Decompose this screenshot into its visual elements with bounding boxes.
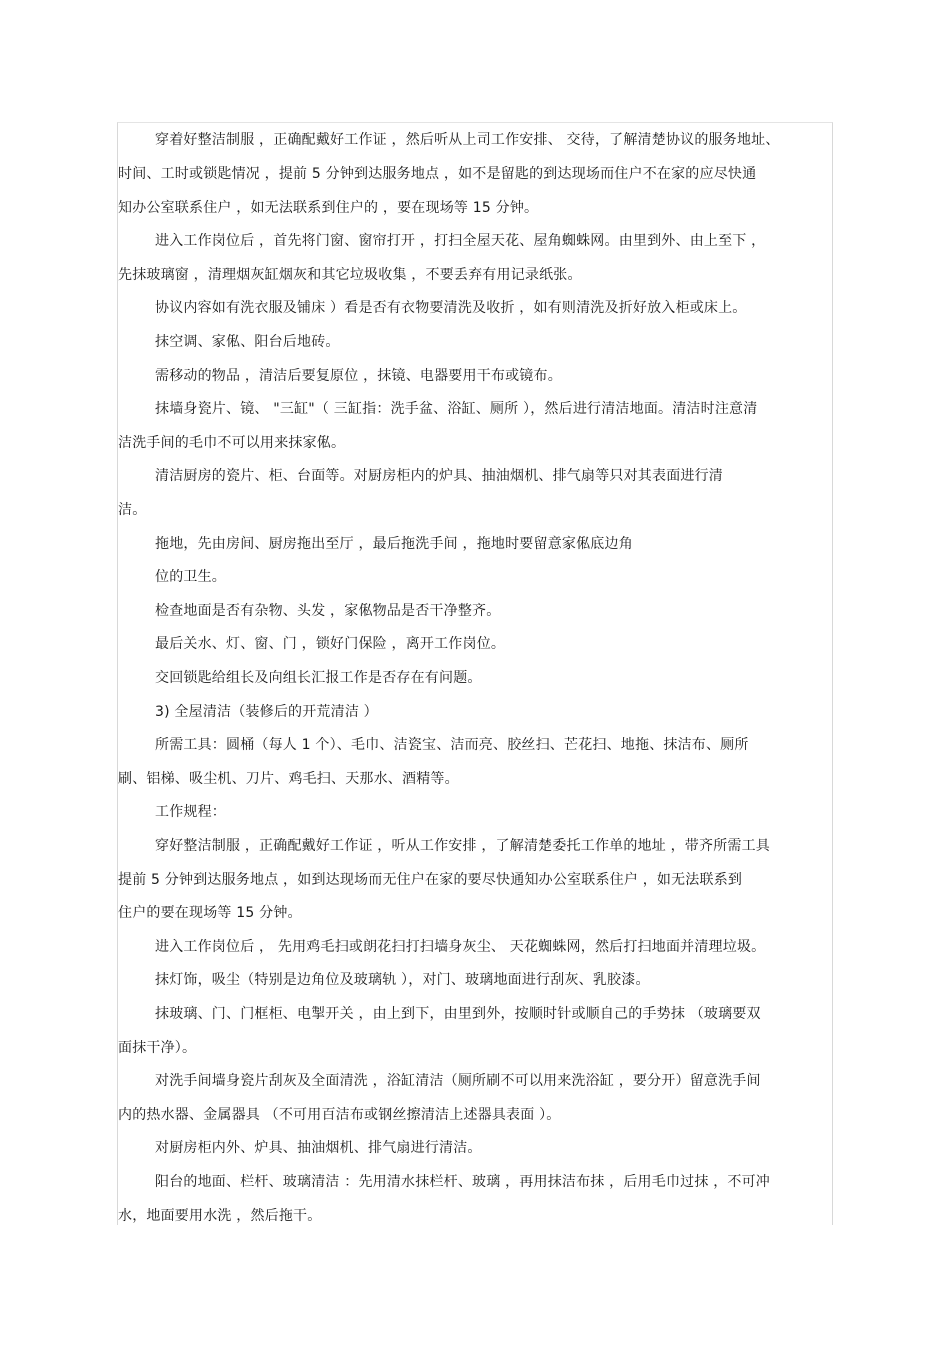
paragraph-line: 刷、铝梯、吸尘机、刀片、鸡毛扫、天那水、酒精等。 [118, 771, 459, 787]
paragraph-line: 协议内容如有洗衣服及铺床 ）看是否有衣物要清洗及收折 ，如有则清洗及折好放入柜或床上。 [155, 300, 747, 316]
paragraph-line: 对厨房柜内外、炉具、抽油烟机、排气扇进行清洁。 [155, 1140, 482, 1156]
paragraph-line: 对洗手间墙身瓷片刮灰及全面清洗 ，浴缸清洁（厕所刷不可以用来洗浴缸 ，要分开）留意洗手间 [155, 1073, 761, 1089]
paragraph-line: 提前 5 分钟到达服务地点 ，如到达现场而无住户在家的要尽快通知办公室联系住户 ，如无法联系到 [118, 872, 743, 888]
paragraph-line: 洁洗手间的毛巾不可以用来抹家俬。 [118, 435, 346, 451]
paragraph-line: 交回锁匙给组长及向组长汇报工作是否存在有问题。 [155, 670, 482, 686]
paragraph-line: 抹灯饰，吸尘（特别是边角位及玻璃轨 ），对门、玻璃地面进行刮灰、乳胶漆。 [155, 972, 650, 988]
paragraph-line: 位的卫生。 [155, 569, 226, 585]
paragraph-line: 内的热水器、金属器具 （不可用百洁布或钢丝擦清洁上述器具表面 ）。 [118, 1107, 561, 1123]
paragraph-line: 阳台的地面、栏杆、玻璃清洁 ：先用清水抹栏杆、玻璃 ，再用抹洁布抹 ，后用毛巾过抹 ，不可冲 [155, 1174, 770, 1190]
paragraph-line: 进入工作岗位后 ， 先用鸡毛扫或朗花扫打扫墙身灰尘、 天花蜘蛛网，然后打扫地面并清理垃圾。 [155, 939, 766, 955]
paragraph-line: 穿着好整洁制服 ，正确配戴好工作证 ，然后听从上司工作安排、 交待，了解清楚协议的服务地址、 [155, 132, 780, 148]
paragraph-line: 住户的要在现场等 15 分钟。 [118, 905, 302, 921]
paragraph-line: 工作规程： [155, 804, 226, 820]
paragraph-line: 最后关水、灯、窗、门 ，锁好门保险 ，离开工作岗位。 [155, 636, 506, 652]
paragraph-line: 所需工具：圆桶（每人 1 个）、毛巾、洁瓷宝、洁而亮、胶丝扫、芒花扫、地拖、抹洁布、厕所 [155, 737, 749, 753]
paragraph-line: 拖地，先由房间、厨房拖出至厅 ，最后拖洗手间 ，拖地时要留意家俬底边角 [155, 536, 633, 552]
paragraph-line: 水，地面要用水洗 ，然后拖干。 [118, 1208, 322, 1224]
paragraph-line: 检查地面是否有杂物、头发 ，家俬物品是否干净整齐。 [155, 603, 501, 619]
paragraph-line: 先抹玻璃窗 ，清理烟灰缸烟灰和其它垃圾收集 ，不要丢弃有用记录纸张。 [118, 267, 582, 283]
paragraph-line: 需移动的物品 ，清洁后要复原位 ，抹镜、电器要用干布或镜布。 [155, 368, 562, 384]
paragraph-line: 抹空调、家俬、阳台后地砖。 [155, 334, 340, 350]
paragraph-line: 洁。 [118, 502, 147, 518]
paragraph-line: 穿好整洁制服 ，正确配戴好工作证 ，听从工作安排 ，了解清楚委托工作单的地址 ，带齐所需工具 [155, 838, 770, 854]
paragraph-line: 面抹干净）。 [118, 1040, 197, 1056]
paragraph-line: 知办公室联系住户 ，如无法联系到住户的 ，要在现场等 15 分钟。 [118, 200, 539, 216]
paragraph-line: 抹玻璃、门、门框柜、电掣开关 ，由上到下，由里到外，按顺时针或顺自己的手势抹 （玻璃要双 [155, 1006, 761, 1022]
paragraph-line: 时间、工时或锁匙情况 ，提前 5 分钟到达服务地点 ，如不是留匙的到达现场而住户不在家的应尽快通 [118, 166, 757, 182]
paragraph-line: 进入工作岗位后 ，首先将门窗、窗帘打开 ，打扫全屋天花、屋角蜘蛛网。由里到外、由上至下 ， [155, 233, 766, 249]
section-heading: 3) 全屋清洁（装修后的开荒清洁 ） [155, 704, 378, 720]
paragraph-line: 抹墙身瓷片、镜、 "三缸"（ 三缸指：洗手盆、浴缸、厕所 ），然后进行清洁地面。清洁时注意清 [155, 401, 758, 417]
paragraph-line: 清洁厨房的瓷片、柜、台面等。对厨房柜内的炉具、抽油烟机、排气扇等只对其表面进行清 [155, 468, 723, 484]
